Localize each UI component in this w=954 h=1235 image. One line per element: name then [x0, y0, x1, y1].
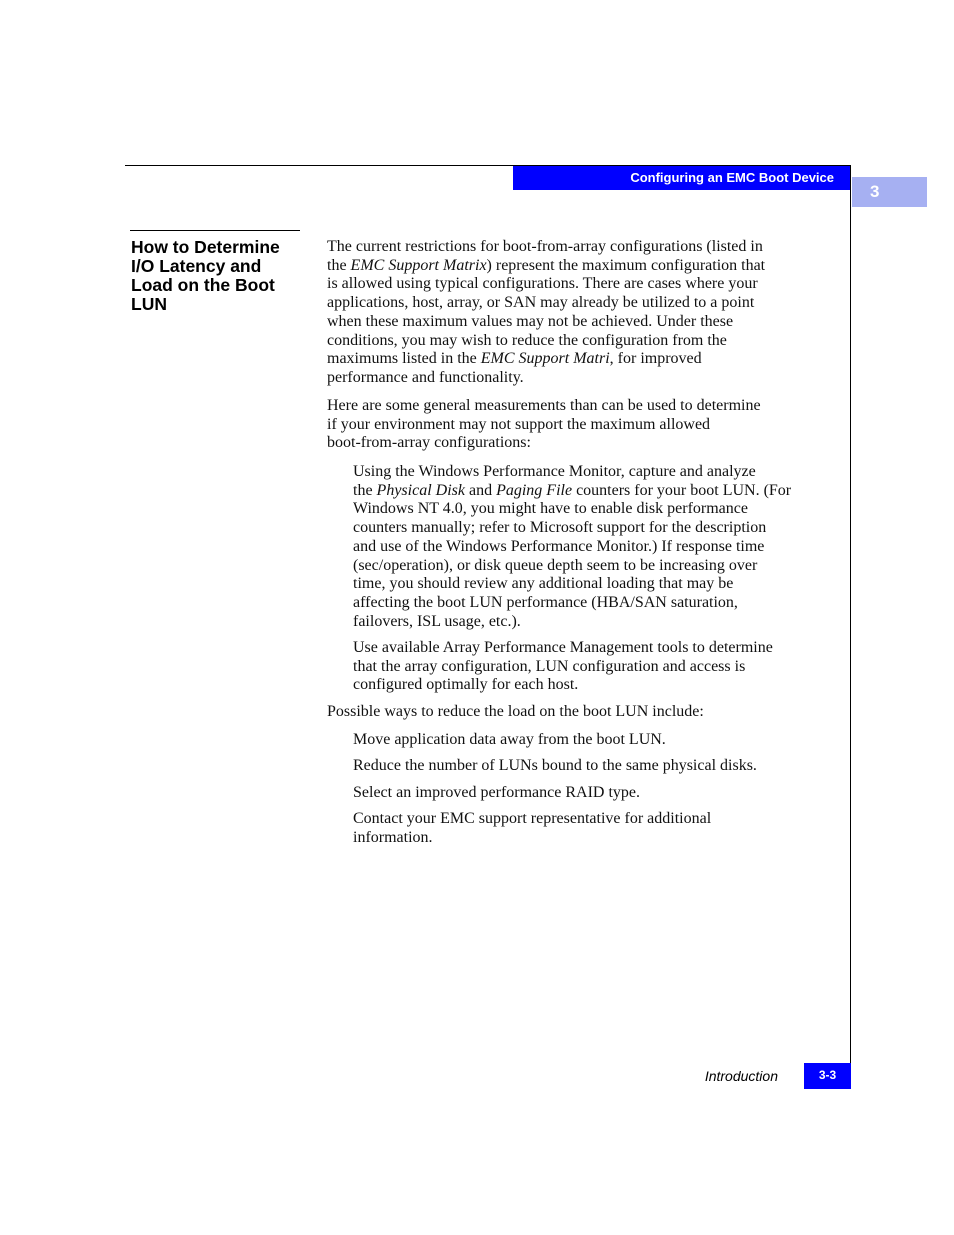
text-line: performance and functionality.: [327, 368, 524, 386]
text-line: Possible ways to reduce the load on the boot LUN include:: [327, 703, 704, 720]
document-title-italic: EMC Support Matrix: [350, 256, 487, 274]
text-line: Select an improved performance RAID type.: [353, 784, 641, 801]
text-line: information.: [353, 828, 433, 846]
list-item-contact-support: [353, 810, 808, 847]
counter-name-italic: Physical Disk: [376, 481, 465, 499]
text-line: the Physical Disk and Paging File counters for your boot LUN. (For: [353, 481, 792, 499]
list-item-array-tools: [353, 639, 808, 695]
running-header: Configuring an EMC Boot Device: [513, 166, 850, 190]
section-rule: [130, 230, 300, 231]
text-line: Windows NT 4.0, you might have to enable disk performance: [353, 500, 748, 518]
text-line: time, you should review any additional loading that may be: [353, 575, 734, 593]
heading-line: How to Determine: [131, 237, 280, 257]
text-line: counters manually; refer to Microsoft support for the description: [353, 519, 767, 537]
document-title-italic: EMC Support Matri: [480, 350, 610, 368]
text-line: maximums listed in the EMC Support Matri, for improved: [327, 350, 702, 368]
paragraph-measurements: [327, 397, 807, 453]
text-line: Reduce the number of LUNs bound to the same physical disks.: [353, 757, 757, 774]
text-line: (sec/operation), or disk queue depth seem to be increasing over: [353, 556, 758, 574]
text-line: when these maximum values may not be achieved. Under these: [327, 312, 734, 330]
paragraph-reduce-load: [327, 703, 807, 722]
text-line: Contact your EMC support representative for additional: [353, 810, 712, 827]
text-line: the EMC Support Matrix) represent the maximum configuration that: [327, 256, 766, 274]
chapter-tab: 3: [852, 177, 927, 207]
text-line: Move application data away from the boot LUN.: [353, 731, 666, 748]
list-item-move-data: [353, 731, 808, 750]
text-line: is allowed using typical configurations. There are cases where your: [327, 275, 758, 293]
heading-line: I/O Latency and: [131, 256, 262, 276]
text-line: The current restrictions for boot-from-array configurations (listed in: [327, 238, 763, 255]
text-line: configured optimally for each host.: [353, 676, 579, 694]
margin-rule: [850, 165, 851, 1089]
text-line: if your environment may not support the maximum allowed: [327, 415, 711, 433]
text-line: Use available Array Performance Management tools to determine: [353, 639, 773, 656]
text-line: conditions, you may wish to reduce the configuration from the: [327, 331, 727, 349]
text-line: Using the Windows Performance Monitor, capture and analyze: [353, 463, 756, 480]
text-line: boot-from-array configurations:: [327, 434, 531, 452]
paragraph-restrictions: [327, 238, 807, 388]
list-item-reduce-luns: [353, 757, 808, 776]
text-line: failovers, ISL usage, etc.).: [353, 612, 521, 630]
text-line: affecting the boot LUN performance (HBA/SAN saturation,: [353, 593, 738, 611]
text-line: and use of the Windows Performance Monitor.) If response time: [353, 537, 765, 555]
text-line: applications, host, array, or SAN may already be utilized to a point: [327, 294, 755, 312]
heading-line: Load on the Boot: [131, 275, 275, 295]
text-line: that the array configuration, LUN configuration and access is: [353, 657, 746, 675]
list-item-raid-type: [353, 784, 808, 803]
page-number: 3-3: [804, 1063, 851, 1089]
text-line: Here are some general measurements than can be used to determine: [327, 397, 761, 414]
footer-chapter-label: Introduction: [704, 1068, 778, 1084]
counter-name-italic: Paging File: [496, 481, 573, 499]
section-heading: [131, 238, 306, 314]
heading-line: LUN: [131, 294, 167, 314]
list-item-performance-monitor: [353, 463, 808, 631]
